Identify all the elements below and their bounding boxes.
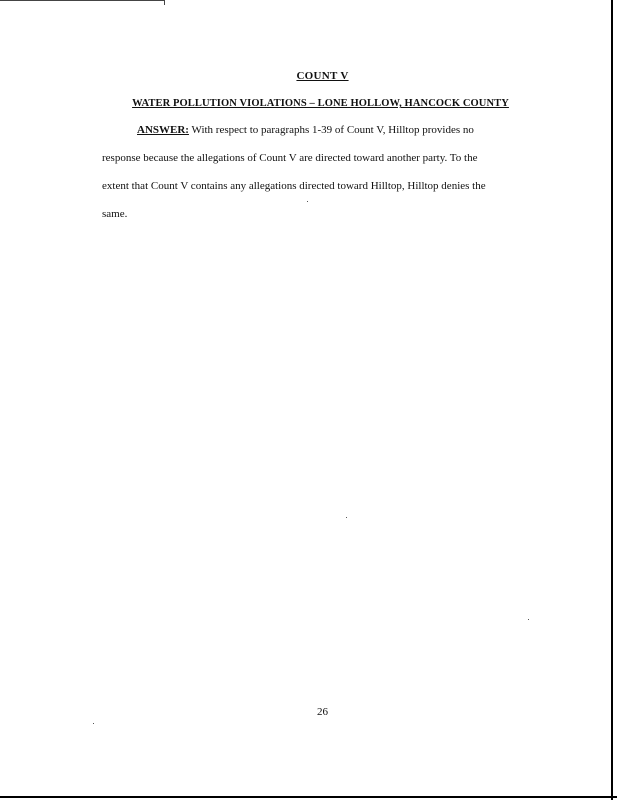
scan-edge-right: [611, 0, 613, 800]
answer-paragraph-line-3: extent that Count V contains any allegations directed toward Hilltop, Hilltop denies the: [102, 180, 486, 192]
answer-paragraph-line-1: [137, 124, 474, 136]
count-title: COUNT V: [296, 70, 349, 82]
scan-edge-top: [0, 0, 165, 1]
count-subtitle: WATER POLLUTION VIOLATIONS – LONE HOLLOW, HANCOCK COUNTY: [132, 98, 509, 109]
answer-line-1-text: With respect to paragraphs 1-39 of Count V, Hilltop provides no: [188, 124, 474, 136]
answer-paragraph-line-4: same.: [102, 208, 128, 220]
scan-speck: [528, 619, 529, 620]
answer-paragraph-line-2: response because the allegations of Count V are directed toward another party. To the: [102, 152, 478, 164]
scan-speck: [93, 723, 94, 724]
scan-edge-top-tick: [164, 0, 165, 5]
scan-edge-bottom: [0, 796, 617, 798]
page-number: 26: [317, 706, 328, 718]
scan-speck: [307, 201, 308, 202]
scan-speck: [346, 517, 347, 518]
answer-label: ANSWER:: [137, 124, 189, 136]
